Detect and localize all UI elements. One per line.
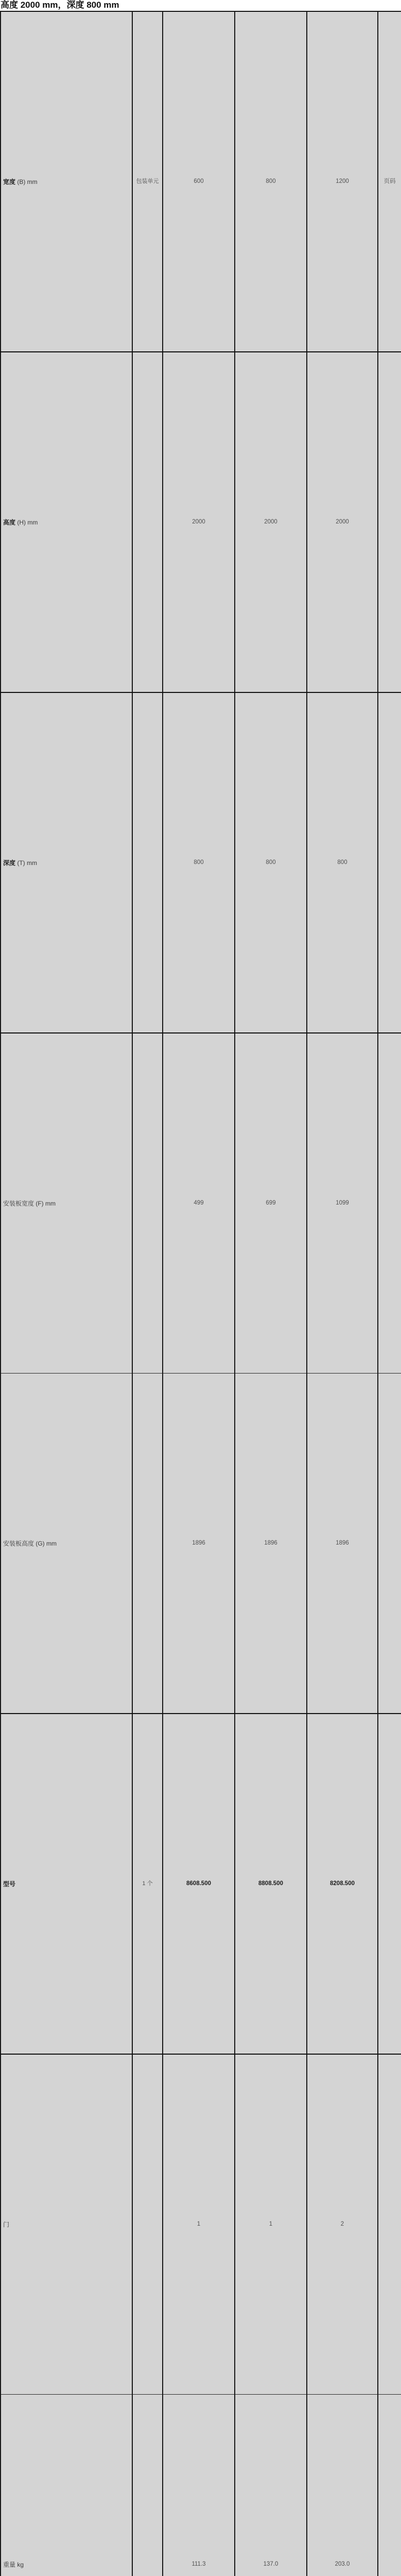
- page-cell: [378, 692, 401, 1033]
- table-row: [1, 2054, 401, 2395]
- table-row: [1, 692, 401, 1033]
- value-cell-1200: 1200: [307, 11, 378, 352]
- row-label-bold: 高度: [3, 519, 15, 526]
- value-cell-1200: 2000: [307, 352, 378, 692]
- page-cell: 页码: [378, 11, 401, 352]
- row-label: 重量 kg: [1, 2395, 132, 2576]
- value-cell-800: 800: [235, 11, 307, 352]
- page-title: 高度 2000 mm，深度 800 mm: [1, 0, 400, 10]
- value-cell-600: 8608.500: [163, 1714, 235, 2054]
- value-cell-600: 2000: [163, 352, 235, 692]
- row-label: 安装板高度 (G) mm: [1, 1374, 132, 1714]
- value-cell-800: 1: [235, 2054, 307, 2395]
- row-label: 深度 (T) mm: [1, 692, 132, 1033]
- row-label: 安装板宽度 (F) mm: [1, 1033, 132, 1374]
- value-cell-800: 137.0: [235, 2395, 307, 2576]
- unit-cell: [132, 2395, 163, 2576]
- page-cell: [378, 1374, 401, 1714]
- row-label-bold: 型号: [3, 1880, 15, 1888]
- value-cell-1200: 2: [307, 2054, 378, 2395]
- page-cell: [378, 2395, 401, 2576]
- row-label: 高度 (H) mm: [1, 352, 132, 692]
- table-row: [1, 2395, 401, 2576]
- value-cell-1200: 800: [307, 692, 378, 1033]
- table-row: [1, 352, 401, 692]
- unit-cell: 1 个: [132, 1714, 163, 2054]
- value-cell-1200: 1099: [307, 1033, 378, 1374]
- catalog-page: [0, 0, 400, 340]
- value-cell-800: 8808.500: [235, 1714, 307, 2054]
- value-cell-1200: 203.0: [307, 2395, 378, 2576]
- value-cell-600: 499: [163, 1033, 235, 1374]
- table-row: [1, 1033, 401, 1374]
- value-cell-800: 699: [235, 1033, 307, 1374]
- page-cell: [378, 1033, 401, 1374]
- page-cell: [378, 1714, 401, 2054]
- row-label: 宽度 (B) mm: [1, 11, 132, 352]
- table-row: [1, 1374, 401, 1714]
- value-cell-800: 2000: [235, 352, 307, 692]
- value-cell-1200: 1896: [307, 1374, 378, 1714]
- row-label-bold: 宽度: [3, 178, 15, 185]
- value-cell-800: 1896: [235, 1374, 307, 1714]
- row-label: [1, 1714, 132, 2054]
- unit-cell: 包装单元: [132, 11, 163, 352]
- value-cell-600: 1896: [163, 1374, 235, 1714]
- unit-cell: [132, 1374, 163, 1714]
- table-row: [1, 11, 401, 352]
- value-cell-600: 1: [163, 2054, 235, 2395]
- unit-cell: [132, 1033, 163, 1374]
- value-cell-600: 111.3: [163, 2395, 235, 2576]
- page-cell: [378, 2054, 401, 2395]
- value-cell-600: 800: [163, 692, 235, 1033]
- unit-cell: [132, 692, 163, 1033]
- page-cell: [378, 352, 401, 692]
- unit-cell: [132, 352, 163, 692]
- row-label: 门: [1, 2054, 132, 2395]
- value-cell-600: 600: [163, 11, 235, 352]
- row-label-bold: 深度: [3, 859, 15, 867]
- value-cell-1200: 8208.500: [307, 1714, 378, 2054]
- spec-table: [0, 11, 401, 2576]
- table-row: [1, 1714, 401, 2054]
- unit-cell: [132, 2054, 163, 2395]
- spec-table-body: [1, 11, 401, 2576]
- value-cell-800: 800: [235, 692, 307, 1033]
